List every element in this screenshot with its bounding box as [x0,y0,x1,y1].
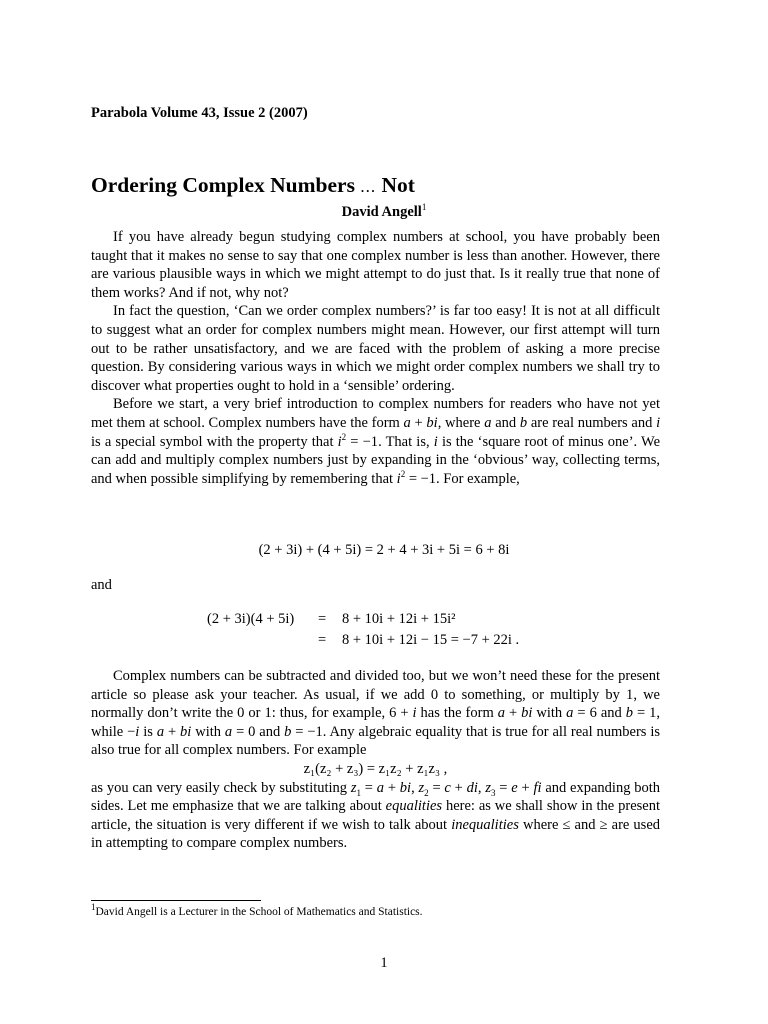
footnote [91,902,423,918]
equals-sign-1: = [318,611,327,627]
product-lhs: (2 + 3i)(4 + 5i) [207,611,295,627]
paragraph-2: In fact the question, ‘Can we order complex numbers?’ is far too easy! It is not at all difficult to suggest what an order for complex numbers might mean. However, our first attempt will turn out to be rather unsatisfactory, and we are faced with the problem of asking a more precise question. By considering various ways in which we might order complex numbers we shall try to discover what properties ought to hold in a ‘sensible’ ordering. [91,303,660,394]
footnote-text: David Angell is a Lecturer in the School of Mathematics and Statistics. [95,906,423,918]
product-rhs-1: 8 + 10i + 12i + 15i² [342,611,456,627]
footnote-rule [91,900,261,901]
equation-sum: (2 + 3i) + (4 + 5i) = 2 + 4 + 3i + 5i = 6 + 8i [258,542,510,558]
journal-header: Parabola Volume 43, Issue 2 (2007) [91,105,308,121]
article-body-continued [91,667,660,853]
and-text: and [91,577,112,593]
title-dots: ... [360,177,377,196]
title-main: Ordering Complex Numbers [91,173,355,197]
title-tail: Not [381,173,415,197]
page-number: 1 [380,955,388,971]
article-body [91,228,660,488]
equals-sign-2: = [318,632,327,648]
footnote-number: 1 [91,902,96,913]
author-line [0,204,768,221]
emphasis-equalities: equalities [385,798,443,815]
article-title [91,172,415,200]
author-name: David Angell [341,204,422,220]
emphasis-inequalities: inequalities [451,816,519,833]
author-footnote-marker: 1 [421,202,427,213]
paragraph-1: If you have already begun studying complex numbers at school, you have probably been taught that it makes no sense to say that one complex number is less than another. However, there are various plausible ways in which we might attempt to do just that. Is it really true that none of them works? And if not, why not? [91,229,660,301]
paragraph-5: as you can very easily check by substituting $z_1 = a$ + bi, $z_2 = c$ + di, $z_3 = e$ + fi and expanding both sides. Let me emphasize that we are talking about equalities here: as we shall show in the present article, the situation is very different if we wish to talk about inequalities where ≤ and ≥ are used in attempting to compare complex numbers. [91,779,661,852]
equation-distributive: z₁(z₂ + z₃) = z₁z₂ + z₁z₃ , [303,760,448,777]
product-rhs-2: 8 + 10i + 12i − 15 = −7 + 22i . [342,632,520,648]
paragraph-4: Complex numbers can be subtracted and divided too, but we won’t need these for the present article so please ask your teacher. As usual, if we add 0 to something, or multiply by 1, we normally don’t write the 0 or 1: thus, for example, 6 + i has the form a + bi with a = 6 and b = 1, while −i is a + bi with a = 0 and b = −1. Any algebraic equality that is true for all real numbers is also true for all complex numbers. For example [91,668,661,759]
paragraph-3: Before we start, a very brief introduction to complex numbers for readers who have not yet met them at school. Complex numbers have the form a + bi, where a and b are real numbers and i is a special symbol with the property that $i^2 = -1$. That is, i is the ‘square root of minus one’. We can add and multiply complex numbers just by expanding in the ‘obvious’ way, collecting terms, and when possible simplifying by remembering that $i^2 = -1$. For example, [91,396,661,487]
